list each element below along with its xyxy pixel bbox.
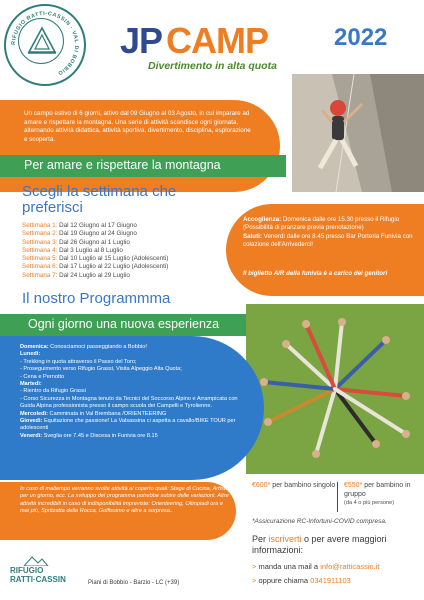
saluti-text: Venerdì dalle ore 8.45 presso Bar Porteria Funivia con colazione dell'Arrivederci!: [243, 232, 413, 249]
week-dates: Dal 19 Giugno al 24 Giugno: [59, 230, 137, 238]
climber-photo: [292, 74, 424, 192]
programme-day-row: [20, 418, 252, 433]
week-dates: Dal 3 Luglio al 8 Luglio: [59, 246, 123, 254]
programme-day-text: - Trekking in quota attraverso il Passo del Toro;: [20, 358, 137, 365]
banner-respect-text: Per amare e rispettare la montagna: [24, 158, 221, 172]
programme-day-text: - Proseguimento verso Rifugio Grassi, Visita Alpeggio Alta Quota;: [20, 366, 182, 373]
week-row: [22, 239, 242, 247]
programme-day-text: - Corso Sicurezza in Montagna tenuto da Tecnici del Soccorso Alpino e Arrampicata con Guida Alpina professionista presso il campo scuola dei Campelli e Tyrolienne.: [20, 395, 238, 410]
week-dates: Dal 26 Giugno al 1 Luglio: [59, 238, 130, 246]
programme-day-row: [20, 411, 252, 418]
contact-mail-link[interactable]: info@ratticassin.it: [320, 562, 380, 571]
week-label: Settimana 7:: [22, 271, 58, 279]
brand-jp: JP: [120, 20, 163, 61]
programme-day-text: - Rientro da Rifugio Grassi: [20, 388, 86, 395]
week-label: Settimana 2:: [22, 230, 58, 238]
week-label: Settimana 3:: [22, 238, 58, 246]
programme-days: [20, 344, 252, 440]
brand-tagline: Divertimento in alta quota: [148, 60, 277, 72]
accoglienza-label: Accoglienza:: [243, 216, 282, 223]
programme-day-row: [20, 396, 252, 411]
footer-logo: [10, 566, 66, 584]
week-label: Settimana 5:: [22, 255, 58, 263]
contact-mail-pre: manda una mail a: [258, 562, 321, 571]
week-dates: Dal 10 Luglio al 15 Luglio (Adolescenti): [59, 255, 169, 263]
price-single-text: per bambino singolo: [272, 482, 336, 489]
programme-day-row: [20, 359, 252, 366]
programme-day-label: Martedì:: [20, 381, 42, 388]
contact-phone-line: [252, 576, 351, 585]
programme-day-label: Giovedì:: [20, 418, 43, 425]
contact-title-highlight: iscriverti: [268, 534, 302, 544]
mountain-hut-icon: [19, 19, 65, 65]
week-label: Settimana 6:: [22, 263, 58, 271]
intro-text: Un campo estivo di 6 giorni, attivo dal 09 Giugno al 03 Agosto, in cui imparare ad amare e rispettare la montagna. Una serie di attività scandisce ogni giornata, alternando attività didattica, attività sportiva, divertimento, disciplina, esplorazione e scoperta.: [24, 110, 251, 143]
contact-title-pre: Per: [252, 534, 269, 544]
week-row: [22, 255, 242, 263]
price-group: [344, 482, 424, 508]
price-single-amount: €600*: [252, 482, 271, 489]
programme-day-row: [20, 374, 252, 381]
logo-ring-text: RIFUGIO RATTI-CASSIN · VAL DI BOBBIO: [10, 10, 80, 76]
week-row: [22, 230, 242, 238]
price-group-text: per bambino in gruppo: [344, 482, 411, 498]
week-row: [22, 263, 242, 271]
contact-phone-link[interactable]: 0341911103: [310, 576, 351, 585]
programme-title: Il nostro Programmma: [22, 290, 171, 307]
programme-day-row: [20, 433, 252, 440]
logo-emblem: [18, 18, 64, 64]
group-field-photo: [246, 304, 424, 474]
programme-day-row: [20, 388, 252, 395]
programme-day-row: [20, 381, 252, 388]
brand-year: 2022: [334, 24, 388, 51]
week-dates: Dal 12 Giugno al 17 Giugno: [59, 222, 137, 229]
weeks-list: [22, 222, 242, 280]
programme-day-label: Mercoledì:: [20, 410, 48, 417]
price-group-amount: €550*: [344, 482, 363, 489]
programme-day-text: Camminata in Val Brembana /ORIENTEERING: [49, 410, 167, 417]
week-dates: Dal 17 Luglio al 22 Luglio (Adolescenti): [59, 263, 169, 271]
contact-phone-pre: oppure chiama: [258, 576, 311, 585]
week-row: [22, 247, 242, 255]
insurance-note: *Assicurazione RC-Infortuni-COVID compresa.: [252, 518, 387, 525]
week-row: [22, 272, 242, 280]
programme-day-label: Venerdì:: [20, 432, 43, 439]
programme-day-text: Conosciamoci passeggiando a Bobbio!: [50, 344, 147, 350]
week-row: [22, 222, 242, 230]
programme-day-row: [20, 344, 252, 351]
footer-logo-line2: RATTI·CASSIN: [10, 575, 66, 584]
accoglienza-text: Domenica dalle ore 15.30 presso il Rifugio (Possibilità di pranzare previa prenotazione): [243, 216, 400, 232]
week-label: Settimana 1:: [22, 222, 58, 229]
saluti-label: Saluti:: [243, 232, 262, 240]
price-group-note: (da 4 o più persone): [344, 500, 395, 507]
programme-day-text: Equitazione che passione! La Valsassina ci aspetta a cavallo/BIKE TOUR per adolescenti: [20, 418, 236, 432]
saluti-line: [243, 233, 419, 250]
bad-weather-text: In caso di maltempo verranno svolte attività al coperto quali: Stage di Cucina, Artista per un giorno, ecc. La sviluppo del programma potrebbe subire delle variazioni. Altre attività incredibili in caso di indisponibilità impreviste: Orienteering, Olimpiadi ora e mai più, Spritzatta della Rocca, Golfissimo e altre a sorpresa..: [20, 486, 229, 514]
contact-title-post: o per avere maggiori informazioni:: [252, 534, 387, 555]
contact-title: [252, 534, 424, 555]
climber-illustration: [292, 74, 424, 192]
contact-mail-line: [252, 562, 380, 571]
info-text: [243, 216, 419, 250]
arrow-right-icon: >: [252, 562, 257, 571]
week-label: Settimana 4:: [22, 246, 58, 254]
ticket-note: Il biglietto A/R della funivia è a carico dei genitori: [243, 270, 388, 277]
arrow-right-icon: >: [252, 576, 257, 585]
price-divider: [337, 482, 338, 512]
banner-experience-text: Ogni giorno una nuova esperienza: [28, 317, 220, 331]
week-dates: Dal 24 Luglio al 29 Luglio: [59, 271, 130, 279]
brand-camp: CAMP: [166, 20, 268, 61]
programme-day-label: Lunedì:: [20, 351, 41, 358]
programme-day-text: Sveglia ore 7.45 e Discesa in Funivia ore 8.15: [43, 432, 158, 439]
footer-address: Piani di Bobbio - Barzio - LC (+39): [88, 580, 180, 586]
field-illustration: [246, 304, 424, 474]
programme-day-row: [20, 351, 252, 358]
accoglienza-line: [243, 216, 419, 233]
programme-day-row: [20, 366, 252, 373]
footer-logo-line1: RIFUGIO: [10, 566, 44, 575]
programme-day-text: - Cena e Pernotto: [20, 373, 65, 380]
weeks-title: Scegli la settimana che preferisci: [22, 183, 177, 216]
price-single: [252, 482, 335, 491]
programme-day-label: Domenica:: [20, 344, 49, 350]
